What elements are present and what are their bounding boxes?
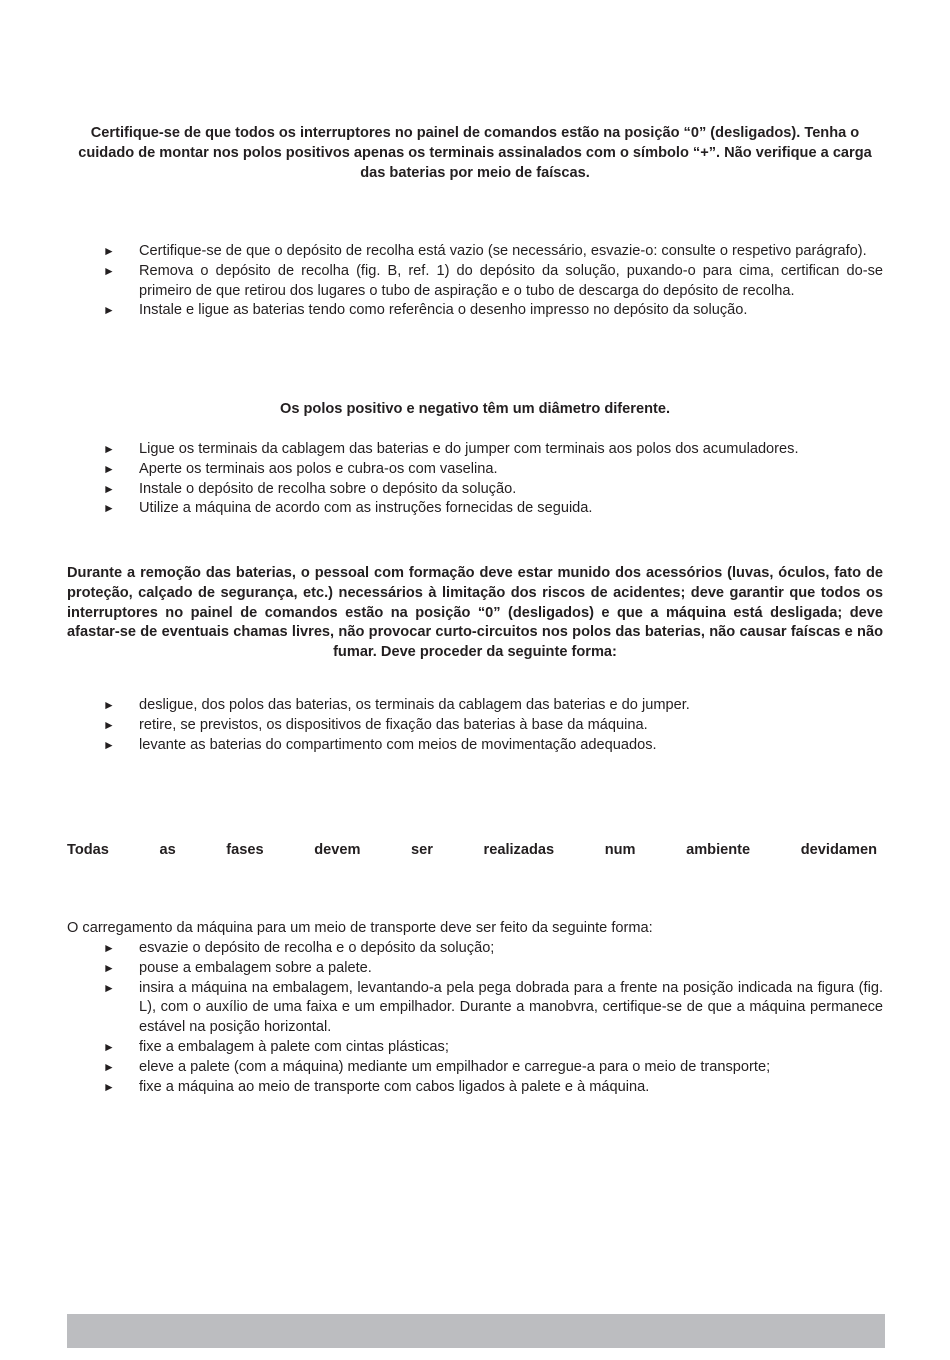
list-item: ► fixe a máquina ao meio de transporte com cabos ligados à palete e à máquina. bbox=[67, 1078, 883, 1098]
battery-connect-steps bbox=[67, 440, 883, 519]
battery-removal-steps bbox=[67, 696, 883, 755]
list-item: ► desligue, dos polos das baterias, os terminais da cablagem das baterias e do jumper. bbox=[67, 696, 883, 716]
list-item: ► Aperte os terminais aos polos e cubra-os com vaselina. bbox=[67, 460, 883, 480]
fases-sentence bbox=[67, 841, 883, 861]
warning-batteries-install: Certifique-se de que todos os interruptores no painel de comandos estão na posição “0” (desligados). Tenha o cuidado de montar nos polos positivos apenas os terminais assinalados com o símbolo “+”. Não verifique a carga das baterias por meio de faíscas. bbox=[78, 125, 872, 181]
battery-install-steps bbox=[67, 242, 883, 321]
bullet-arrow-icon: ► bbox=[103, 698, 115, 712]
list-item: ► Ligue os terminais da cablagem das baterias e do jumper com terminais aos polos dos acumuladores. bbox=[67, 440, 883, 460]
bullet-arrow-icon: ► bbox=[103, 960, 115, 975]
bullet-arrow-icon: ► bbox=[103, 1059, 115, 1074]
word: Todas bbox=[67, 842, 109, 858]
bullet-arrow-icon: ► bbox=[103, 461, 115, 476]
list-item: ► Instale e ligue as baterias tendo como referência o desenho impresso no depósito da solução. bbox=[67, 301, 883, 321]
bullet-arrow-icon: ► bbox=[103, 941, 115, 955]
word: ambiente bbox=[686, 842, 751, 858]
bullet-arrow-icon: ► bbox=[103, 1079, 115, 1094]
bullet-arrow-icon: ► bbox=[103, 1039, 115, 1054]
word: num bbox=[604, 842, 636, 858]
bullet-arrow-icon: ► bbox=[103, 980, 115, 995]
word: ser bbox=[411, 842, 433, 858]
bullet-arrow-icon: ► bbox=[103, 481, 115, 496]
footer-bar bbox=[67, 1314, 885, 1348]
loading-steps bbox=[67, 939, 883, 1097]
word: fases bbox=[226, 842, 264, 858]
bullet-arrow-icon: ► bbox=[103, 244, 115, 258]
list-item: ► fixe a embalagem à palete com cintas plásticas; bbox=[67, 1038, 883, 1058]
word: as bbox=[159, 842, 176, 858]
word: realizadas bbox=[483, 842, 555, 858]
list-item: ► insira a máquina na embalagem, levantando-a pela pega dobrada para a frente na posição indicada na figura (fig. L), com o auxílio de uma faixa e um empilhador. Durante a manobvra, certifique-se de que a máquina permanece estável na posição horizontal. bbox=[103, 979, 883, 1036]
bullet-arrow-icon: ► bbox=[103, 717, 115, 732]
list-item: ► retire, se previstos, os dispositivos de fixação das baterias à base da máquina. bbox=[67, 716, 883, 736]
list-item: ► eleve a palete (com a máquina) mediante um empilhador e carregue-a para o meio de transporte; bbox=[67, 1058, 883, 1078]
bullet-arrow-icon: ► bbox=[103, 442, 115, 456]
word: devem bbox=[314, 842, 361, 858]
bullet-arrow-icon: ► bbox=[103, 737, 115, 752]
bullet-arrow-icon: ► bbox=[103, 263, 115, 278]
list-item: ► levante as baterias do compartimento com meios de movimentação adequados. bbox=[67, 736, 883, 756]
word: devidamen bbox=[800, 842, 877, 858]
list-item: ► Instale o depósito de recolha sobre o depósito da solução. bbox=[67, 480, 883, 500]
list-item: ► Utilize a máquina de acordo com as instruções fornecidas de seguida. bbox=[67, 499, 883, 519]
list-item: ► pouse a embalagem sobre a palete. bbox=[67, 959, 883, 979]
warning-batteries-removal: Durante a remoção das baterias, o pessoal com formação deve estar munido dos acessórios (luvas, óculos, fato de proteção, calçado de segurança, etc.) necessários à limitação dos riscos de acidentes; deve garantir que todos os interruptores no painel de comandos estão na posição “0” (desligados) e que a máquina está desligada; deve afastar-se de eventuais chamas livres, não provocar curto-circuitos nos polos das baterias, não causar faíscas e não fumar. Deve proceder da seguinte forma: bbox=[67, 565, 883, 661]
list-item: ► esvazie o depósito de recolha e o depósito da solução; bbox=[67, 939, 883, 959]
note-polos: Os polos positivo e negativo têm um diâmetro diferente. bbox=[279, 401, 671, 417]
bullet-arrow-icon: ► bbox=[103, 303, 115, 318]
list-item: ► Remova o depósito de recolha (fig. B, ref. 1) do depósito da solução, puxando-o para cima, certifican do-se primeiro de que retirou dos lugares o tubo de aspiração e o tubo de descarga do depósito de recolha. bbox=[103, 262, 883, 299]
bullet-arrow-icon: ► bbox=[103, 501, 115, 516]
loading-intro: O carregamento da máquina para um meio de transporte deve ser feito da seguinte forma: bbox=[67, 920, 653, 936]
list-item: ► Certifique-se de que o depósito de recolha está vazio (se necessário, esvazie-o: consulte o respetivo parágrafo). bbox=[67, 242, 883, 262]
